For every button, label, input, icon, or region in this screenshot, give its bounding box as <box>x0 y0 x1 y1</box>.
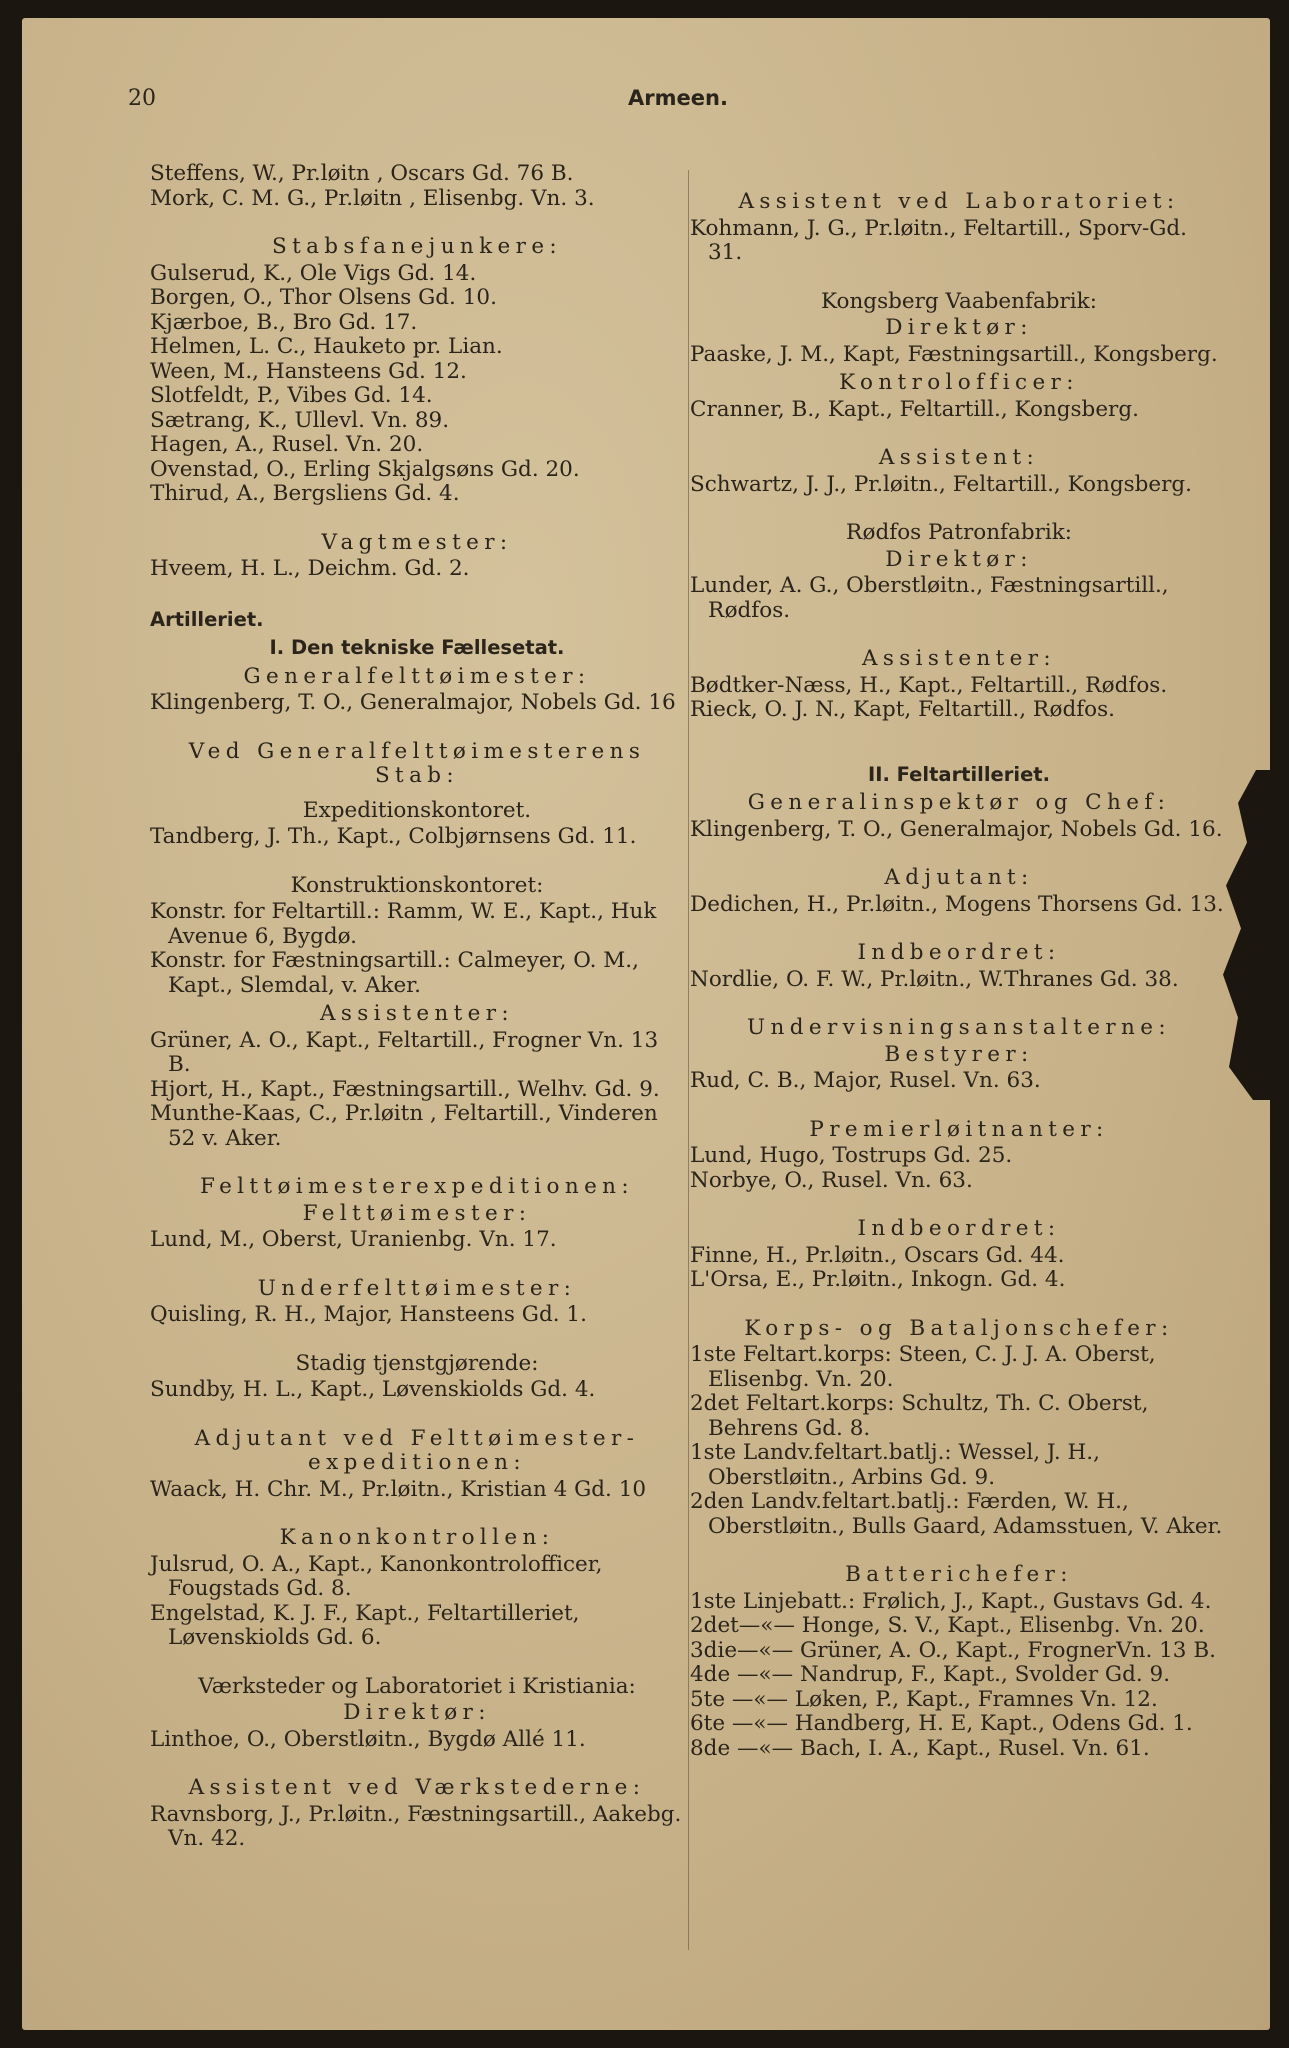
entry: Borgen, O., Thor Olsens Gd. 10. <box>150 285 497 310</box>
entry: Gulserud, K., Ole Vigs Gd. 14. <box>150 260 477 286</box>
running-head <box>128 78 1228 118</box>
heading-konstruktionskontoret: Konstruktionskontoret: <box>290 872 544 898</box>
page-title: Armeen. <box>628 86 728 110</box>
entry: Quisling, R. H., Major, Hansteens Gd. 1. <box>150 1302 587 1327</box>
entry: Tandberg, J. Th., Kapt., Colbjørnsens Gd. 11. <box>150 824 637 849</box>
heading-adjutant-exp: Adjutant ved Felttøimester-expeditionen: <box>194 1425 640 1475</box>
entry: Sætrang, K., Ullevl. Vn. 89. <box>150 407 450 433</box>
column-divider <box>688 170 689 1950</box>
heading-felttoimesterexpeditionen: Felttøimesterexpeditionen: <box>199 1174 635 1199</box>
entry: Ween, M., Hansteens Gd. 12. <box>150 358 467 384</box>
heading-assistenter: Assistenter: <box>319 1001 515 1026</box>
entry: Kjærboe, B., Bro Gd. 17. <box>150 309 418 335</box>
heading-batterichefer: Batterichefer: <box>845 1562 1073 1587</box>
heading-kongsberg: Kongsberg Vaabenfabrik: <box>821 288 1097 314</box>
entry: Schwartz, J. J., Pr.løitn., Feltartill., Kongsberg. <box>690 471 1193 497</box>
entry: Thirud, A., Bergsliens Gd. 4. <box>150 481 460 506</box>
heading-rodfos-direktor: Direktør: <box>885 546 1033 572</box>
entry: Finne, H., Pr.løitn., Oscars Gd. 44. <box>690 1242 1065 1268</box>
entry: Klingenberg, T. O., Generalmajor, Nobels Gd. 16 <box>150 690 676 715</box>
entry: 1ste Linjebatt.: Frølich, J., Kapt., Gustavs Gd. 4. <box>690 1588 1212 1614</box>
entry: Hjort, H., Kapt., Fæstningsartill., Welhv. Gd. 9. <box>150 1076 660 1102</box>
entry: Dedichen, H., Pr.løitn., Mogens Thorsens Gd. 13. <box>690 891 1224 917</box>
entry: 2det Feltart.korps: Schultz, Th. C. Oberst, Behrens Gd. 8. <box>690 1391 1149 1441</box>
heading-section-2: II. Feltartilleriet. <box>867 762 1051 786</box>
heading-bestyrer: Bestyrer: <box>884 1041 1034 1067</box>
entry: 1ste Landv.feltart.batlj.: Wessel, J. H., Oberstløitn., Arbins Gd. 9. <box>690 1440 1100 1490</box>
entry: 2det—«— Honge, S. V., Kapt., Elisenbg. Vn. 20. <box>690 1613 1205 1638</box>
heading-assistent-lab: Assistent ved Laboratoriet: <box>738 189 1180 214</box>
heading-stadig: Stadig tjenstgjørende: <box>295 1350 539 1376</box>
heading-kongsberg-assistent: Assistent: <box>878 445 1040 470</box>
heading-stabsfanejunkere: Stabsfanejunkere: <box>271 234 563 259</box>
entry: Kohmann, J. G., Pr.løitn., Feltartill., Sporv-Gd. 31. <box>690 215 1188 265</box>
entry: Mork, C. M. G., Pr.løitn , Elisenbg. Vn. 3. <box>150 185 595 211</box>
entry: Ravnsborg, J., Pr.løitn., Fæstningsartill., Aakebg. Vn. 42. <box>150 1801 682 1851</box>
heading-assistent-vaerk: Assistent ved Værkstederne: <box>188 1775 646 1800</box>
entry: Lunder, A. G., Oberstløitn., Fæstningsartill., Rødfos. <box>690 573 1169 623</box>
entry: 5te —«— Løken, P., Kapt., Framnes Vn. 12. <box>690 1686 1158 1712</box>
heading-generalinspektor: Generalinspektør og Chef: <box>747 790 1171 815</box>
heading-kanonkontrollen: Kanonkontrollen: <box>279 1525 555 1550</box>
entry: Helmen, L. C., Hauketo pr. Lian. <box>150 334 503 359</box>
entry: Slotfeldt, P., Vibes Gd. 14. <box>150 383 433 408</box>
entry: 8de —«— Bach, I. A., Kapt., Rusel. Vn. 61. <box>690 1735 1150 1761</box>
entry: Waack, H. Chr. M., Pr.løitn., Kristian 4 Gd. 10 <box>150 1476 647 1502</box>
entry: Grüner, A. O., Kapt., Feltartill., Frogner Vn. 13 B. <box>150 1027 659 1077</box>
entry: Julsrud, O. A., Kapt., Kanonkontrolofficer, Fougstads Gd. 8. <box>150 1551 603 1601</box>
heading-rodfos-assistenter: Assistenter: <box>861 646 1057 671</box>
heading-rodfos: Rødfos Patronfabrik: <box>845 520 1073 545</box>
heading-indbeordret-1: Indbeordret: <box>857 940 1061 965</box>
heading-indbeordret-2: Indbeordret: <box>857 1216 1061 1241</box>
heading-artilleriet: Artilleriet. <box>150 607 264 631</box>
heading-undervisning: Undervisningsanstalterne: <box>746 1015 1172 1040</box>
entry: Konstr. for Fæstningsartill.: Calmeyer, O. M., Kapt., Slemdal, v. Aker. <box>150 948 639 998</box>
entry: Bødtker-Næss, H., Kapt., Feltartill., Rødfos. <box>690 672 1168 698</box>
entry: 3die—«— Grüner, A. O., Kapt., FrognerVn. 13 B. <box>690 1637 1216 1663</box>
heading-felttoimester: Felttøimester: <box>302 1200 532 1226</box>
entry: 4de —«— Nandrup, F., Kapt., Svolder Gd. 9. <box>690 1662 1171 1687</box>
entry: Hveem, H. L., Deichm. Gd. 2. <box>150 556 470 581</box>
entry: Linthoe, O., Oberstløitn., Bygdø Allé 11. <box>150 1726 586 1752</box>
heading-kongsberg-direktor: Direktør: <box>885 315 1033 340</box>
entry: Klingenberg, T. O., Generalmajor, Nobels Gd. 16. <box>690 816 1223 842</box>
entry: Cranner, B., Kapt., Feltartill., Kongsberg. <box>690 396 1139 422</box>
heading-underfelttoimester: Underfelttøimester: <box>257 1275 577 1301</box>
heading-stab: Ved Generalfelttøimesterens Stab: <box>188 738 646 788</box>
heading-kontrolofficer: Kontrolofficer: <box>839 370 1079 395</box>
heading-premierloitnanter: Premierløitnanter: <box>809 1116 1109 1142</box>
left-column <box>150 162 684 1852</box>
entry: Hagen, A., Rusel. Vn. 20. <box>150 432 424 457</box>
heading-vagtmester: Vagtmester: <box>321 529 513 555</box>
entry: Norbye, O., Rusel. Vn. 63. <box>690 1167 973 1193</box>
entry: Munthe-Kaas, C., Pr.løitn , Feltartill., Vinderen 52 v. Aker. <box>150 1101 658 1151</box>
entry: Steffens, W., Pr.løitn , Oscars Gd. 76 B. <box>150 161 574 186</box>
right-column <box>690 162 1228 1761</box>
heading-korps: Korps- og Bataljonschefer: <box>744 1315 1174 1341</box>
entry: Lund, M., Oberst, Uranienbg. Vn. 17. <box>150 1227 557 1252</box>
heading-vaerksteder-direktor: Direktør: <box>343 1700 491 1725</box>
heading-generalfelttoimester: Generalfelttøimester: <box>243 663 591 689</box>
entry: Sundby, H. L., Kapt., Løvenskiolds Gd. 4. <box>150 1377 596 1402</box>
page-number: 20 <box>128 86 156 111</box>
entry: Nordlie, O. F. W., Pr.løitn., W.Thranes Gd. 38. <box>690 966 1179 992</box>
heading-adjutant: Adjutant: <box>884 865 1034 890</box>
heading-vaerksteder: Værksteder og Laboratoriet i Kristiania: <box>198 1673 636 1699</box>
entry: 1ste Feltart.korps: Steen, C. J. J. A. Oberst, Elisenbg. Vn. 20. <box>690 1342 1156 1392</box>
entry: Konstr. for Feltartill.: Ramm, W. E., Kapt., Huk Avenue 6, Bygdø. <box>150 899 657 949</box>
entry: Lund, Hugo, Tostrups Gd. 25. <box>690 1143 1013 1168</box>
entry: 6te —«— Handberg, H. E, Kapt., Odens Gd. 1. <box>690 1711 1193 1736</box>
entry: Rieck, O. J. N., Kapt, Feltartill., Rødfos. <box>690 697 1115 722</box>
entry: Ovenstad, O., Erling Skjalgsøns Gd. 20. <box>150 456 580 482</box>
entry: Engelstad, K. J. F., Kapt., Feltartilleriet, Løvenskiolds Gd. 6. <box>150 1600 580 1650</box>
heading-section-1: I. Den tekniske Fællesetat. <box>269 636 565 659</box>
entry: L'Orsa, E., Pr.løitn., Inkogn. Gd. 4. <box>690 1267 1066 1292</box>
heading-expeditionskontoret: Expeditionskontoret. <box>302 797 532 823</box>
entry: Rud, C. B., Major, Rusel. Vn. 63. <box>690 1068 1041 1093</box>
entry: 2den Landv.feltart.batlj.: Færden, W. H., Oberstløitn., Bulls Gaard, Adamsstuen, V. Aker. <box>690 1489 1223 1539</box>
entry: Paaske, J. M., Kapt, Fæstningsartill., Kongsberg. <box>690 341 1218 367</box>
